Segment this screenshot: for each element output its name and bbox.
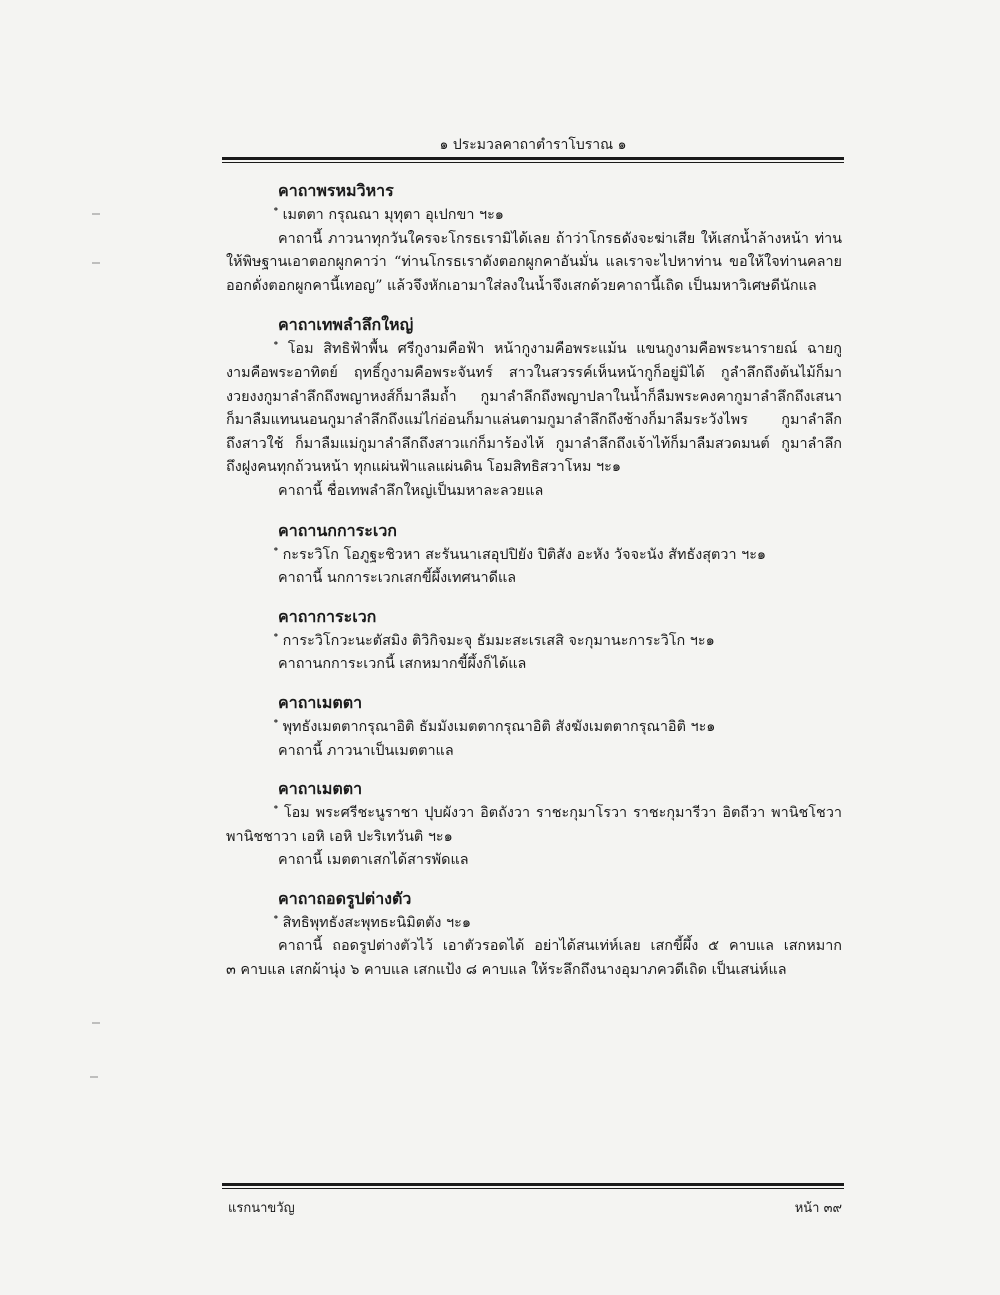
scan-speck	[92, 262, 100, 264]
text-line: ถึงสาวใช้ ก็มาลืมแม่กูมาลำลึกถึงสาวแก่ก็มาร้องไห้ กูมาลำลึกถึงเจ้าไท้ก็มาลืมสวดมนต์ กูมาลำลึก	[226, 435, 842, 452]
text-line: คาถานี้ ภาวนาทุกวันใครจะโกรธเรามิได้เลย ถ้าว่าโกรธดังจะฆ่าเสีย ให้เสกน้ำล้างหน้า ท่าน	[278, 230, 842, 247]
section-title: คาถาเทพลำลึกใหญ่	[278, 315, 414, 335]
text-line: ให้พิษฐานเอาตอกผูกคาว่า “ท่านโกรธเราดังตอกผูกคาอันมั่น แลเราจะไปหาท่าน ขอให้ใจท่านคลาย	[226, 254, 842, 271]
text-line: ํ โอม สิทธิฟ้าพื้น ศรีกูงามคือฟ้า หน้ากูงามคือพระแม้น แขนกูงามคือพระนารายณ์ ฉายกู	[278, 341, 842, 358]
section	[226, 312, 842, 503]
text-line: คาถานกการะเวกนี้ เสกหมากขี้ผึ้งก็ได้แล	[278, 656, 527, 673]
text-line: ๓ คาบแล เสกผ้านุ่ง ๖ คาบแล เสกแป้ง ๘ คาบแล ให้ระลึกถึงนางอุมาภควดีเถิด เป็นเสน่ห์แล	[226, 962, 787, 979]
scan-speck	[92, 213, 100, 215]
section-title: คาถาเมตตา	[278, 779, 363, 799]
text-line: คาถานี้ ภาวนาเป็นเมตตาแล	[278, 742, 454, 759]
text-line: ํ สิทธิพุทธังสะพุทธะนิมิตตัง ฯะ๑	[278, 914, 471, 931]
scan-speck	[92, 1022, 100, 1024]
section	[226, 776, 842, 873]
section-title: คาถาเมตตา	[278, 692, 363, 712]
section	[226, 690, 842, 763]
section-title: คาถาถอดรูปต่างตัว	[278, 888, 412, 908]
text-line: งามคือพระอาทิตย์ ฤทธิ์กูงามคือพระจันทร์ สาวในสวรรค์เห็นหน้ากูก็อยู่มิได้ กูลำลึกถึงต้นไม้ก็มา	[226, 364, 842, 381]
text-line: ํ การะวิโกวะนะตัสมิง ติวิกิจมะจุ ธัมมะสะเรเสสิ จะกุมานะการะวิโก ฯะ๑	[278, 632, 715, 649]
text-line: คาถานี้ นกการะเวกเสกขี้ผึ้งเทศนาดีแล	[278, 570, 517, 587]
header-rule-thick	[222, 157, 844, 160]
footer-rule-thin	[222, 1188, 844, 1189]
text-line: ถึงฝูงคนทุกถ้วนหน้า ทุกแผ่นฟ้าแลแผ่นดิน โอมสิทธิสวาโหม ฯะ๑	[226, 459, 621, 476]
text-line: ํ เมตตา กรุณณา มุทุตา อุเปกขา ฯะ๑	[278, 207, 504, 223]
footer-rule-thick	[222, 1183, 844, 1186]
text-line: คาถานี้ ถอดรูปต่างตัวไว้ เอาตัวรอดได้ อย่าได้สนเท่ห์เลย เสกขี้ผึ้ง ๕ คาบแล เสกหมาก	[278, 938, 842, 955]
text-line: คาถานี้ ชื่อเทพลำลึกใหญ่เป็นมหาละลวยแล	[278, 482, 544, 499]
text-line: คาถานี้ เมตตาเสกได้สารพัดแล	[278, 852, 469, 869]
text-line: ํ กะระวิโก โอภูฐะชิวหา สะรันนาเสอุปปิยัง ปิติสัง อะหัง วัจจะนัง สัทธังสุตวา ฯะ๑	[278, 546, 767, 563]
scan-speck	[90, 1076, 98, 1078]
footer-book-title: แรกนาขวัญ	[228, 1201, 295, 1216]
text-line: ํ พุทธังเมตตากรุณาอิติ ธัมมังเมตตากรุณาอิติ สังฆังเมตตากรุณาอิติ ฯะ๑	[278, 718, 716, 735]
text-line: งวยงงกูมาลำลึกถึงพญาหงส์ก็มาลืมถ้ำ กูมาลำลึกถึงพญาปลาในน้ำก็ลืมพระคงคากูมาลำลึกถึงเสนา	[226, 388, 842, 405]
text-line: ก็มาลืมแทนนอนกูมาลำลึกถึงแม่ไก่อ่อนก็มาแล่นตามกูมาลำลึกถึงช้างก็มาลืมระวังไพร กูมาลำลึก	[226, 412, 842, 429]
text-line: ออกดั่งตอกผูกคานี้เทอญ” แล้วจึงหักเอามาใส่ลงในน้ำจึงเสกด้วยคาถานี้เถิด เป็นมหาวิเศษดีนักแล	[226, 277, 817, 294]
running-header: ๑ ประมวลคาถาตำราโบราณ ๑	[439, 137, 627, 153]
text-line: พานิชชาวา เอหิ เอหิ ปะริเทวันติ ฯะ๑	[226, 828, 453, 845]
section	[226, 518, 842, 591]
section-title: คาถาการะเวก	[278, 606, 377, 626]
page-body	[226, 178, 842, 983]
header-rule-thin	[222, 162, 844, 163]
section	[226, 886, 842, 983]
footer-page-number: หน้า ๓๙	[794, 1201, 842, 1216]
section-title: คาถาพรหมวิหาร	[278, 181, 394, 200]
section	[226, 604, 842, 677]
text-line: ํ โอม พระศรีชะนูราชา ปุบผังวา อิตถังวา ราชะกุมาโรวา ราชะกุมารีวา อิตถีวา พานิชโชวา	[278, 805, 842, 822]
section	[226, 178, 842, 298]
section-title: คาถานกการะเวก	[278, 520, 397, 540]
